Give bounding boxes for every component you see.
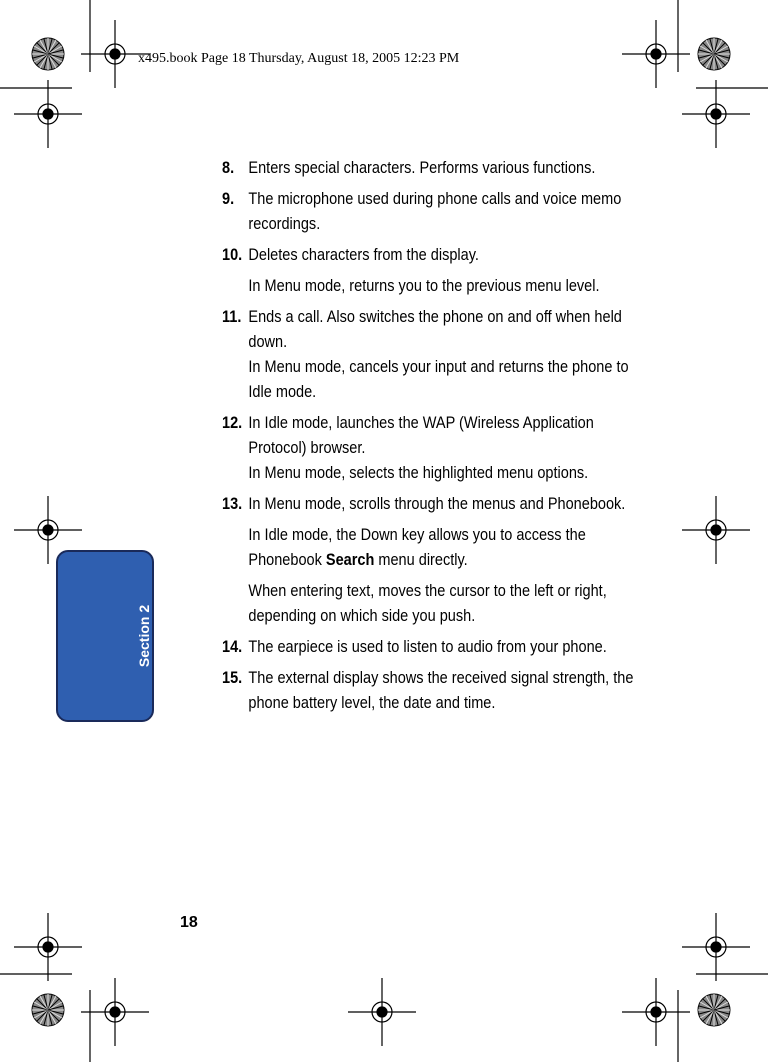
item-paragraph: The earpiece is used to listen to audio from your phone.: [248, 638, 607, 656]
list-item: [222, 243, 647, 299]
item-paragraph: Enters special characters. Performs various functions.: [248, 159, 596, 177]
item-text: [248, 243, 647, 299]
item-number: 11.: [222, 308, 242, 326]
item-paragraph: Deletes characters from the display.: [248, 246, 479, 264]
item-number: 9.: [222, 190, 235, 208]
item-number: 14.: [222, 638, 243, 656]
item-number: 10.: [222, 246, 243, 264]
list-item: [222, 411, 647, 486]
item-paragraph: The external display shows the received signal strength, the phone battery level, the date and time.: [248, 669, 634, 712]
item-paragraph: In Idle mode, launches the WAP (Wireless Application Protocol) browser. In Menu mode, selects the highlighted menu options.: [248, 414, 594, 482]
item-text: [248, 305, 647, 405]
item-text: [248, 187, 647, 237]
item-paragraph: In Menu mode, scrolls through the menus and Phonebook.: [248, 495, 626, 513]
item-text: [248, 492, 647, 629]
item-number: 12.: [222, 414, 243, 432]
item-paragraph: Ends a call. Also switches the phone on and off when held down. In Menu mode, cancels your input and returns the phone to Idle mode.: [248, 308, 629, 401]
list-item: [222, 187, 647, 237]
crosshair-target-icon: [14, 913, 82, 981]
crosshair-target-icon: [81, 978, 149, 1046]
item-paragraph: In Idle mode, the Down key allows you to access the Phonebook Search menu directly.: [248, 526, 586, 569]
list-item: [222, 156, 647, 181]
crosshair-target-icon: [682, 913, 750, 981]
item-number: 13.: [222, 495, 243, 513]
starburst-target-icon: [698, 994, 730, 1026]
crosshair-target-icon: [622, 978, 690, 1046]
page-number: 18: [180, 914, 198, 931]
item-text: [248, 666, 647, 716]
item-paragraph: The microphone used during phone calls and voice memo recordings.: [248, 190, 622, 233]
item-text: [248, 635, 647, 660]
list-item: [222, 666, 647, 716]
list-item: [222, 635, 647, 660]
section-tab-label: Section 2: [136, 604, 152, 668]
item-number: 15.: [222, 669, 243, 687]
crosshair-target-icon: [14, 80, 82, 148]
item-text: [248, 156, 647, 181]
crosshair-target-icon: [682, 80, 750, 148]
list-item: [222, 492, 647, 629]
item-text: [248, 411, 647, 486]
crosshair-target-icon: [622, 20, 690, 88]
print-slug-header: x495.book Page 18 Thursday, August 18, 2005 12:23 PM: [138, 51, 460, 66]
item-paragraph: In Menu mode, returns you to the previous menu level.: [248, 277, 600, 295]
crosshair-target-icon: [682, 496, 750, 564]
starburst-target-icon: [32, 38, 64, 70]
starburst-target-icon: [32, 994, 64, 1026]
item-number: 8.: [222, 159, 235, 177]
starburst-target-icon: [698, 38, 730, 70]
crosshair-target-icon: [348, 978, 416, 1046]
item-paragraph: When entering text, moves the cursor to the left or right, depending on which side you push.: [248, 582, 607, 625]
numbered-list: [222, 156, 647, 722]
list-item: [222, 305, 647, 405]
